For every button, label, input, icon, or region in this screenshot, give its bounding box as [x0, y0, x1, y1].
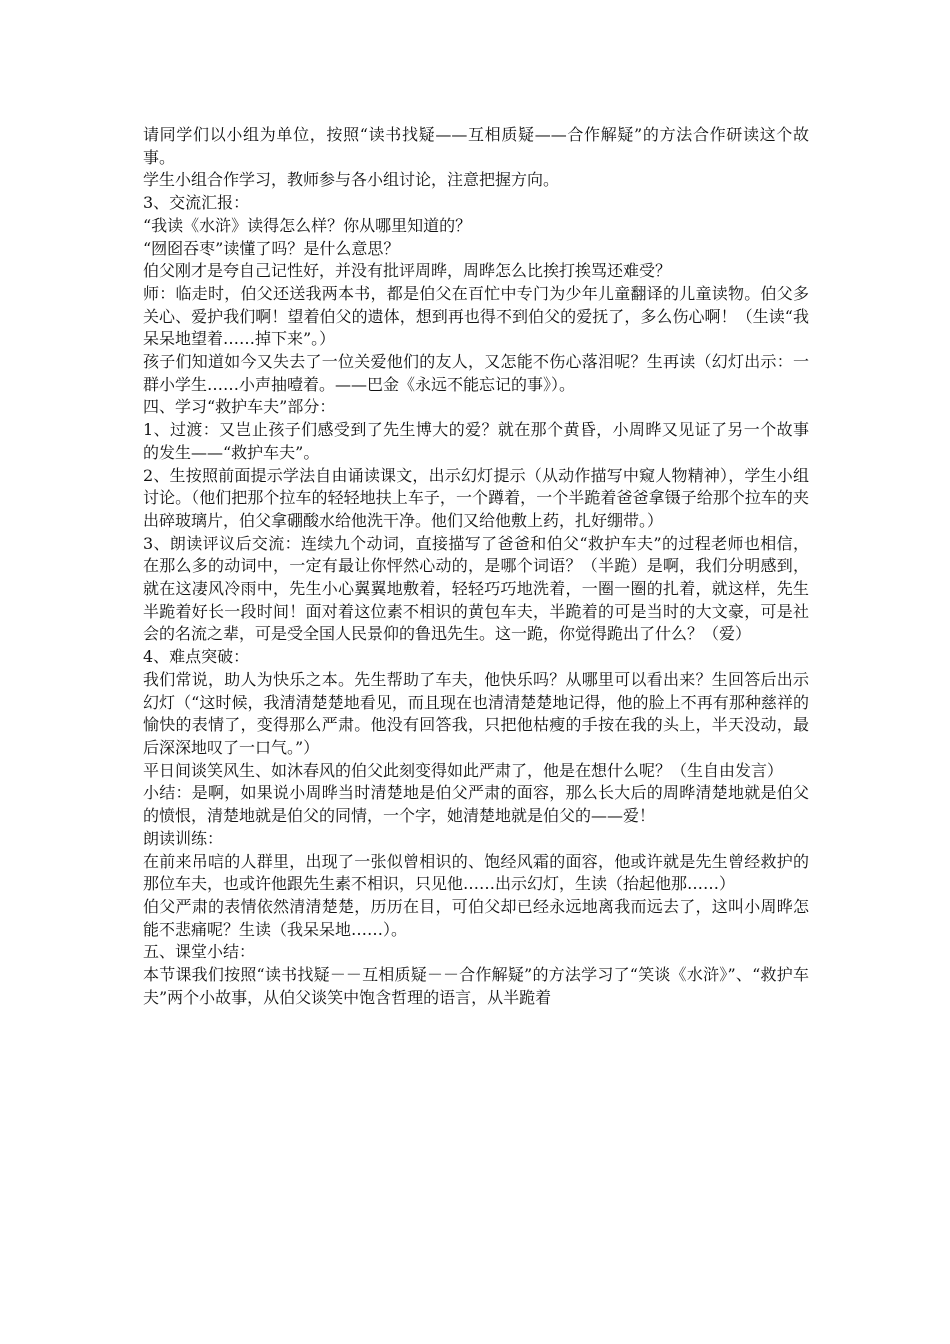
paragraph: 1、过渡：又岂止孩子们感受到了先生博大的爱？就在那个黄昏，小周晔又见证了另一个故事的发生——“救护车夫”。	[143, 420, 809, 462]
paragraph: 在前来吊唁的人群里，出现了一张似曾相识的、饱经风霜的面容，他或许就是先生曾经救护的那位车夫，也或许他跟先生素不相识，只见他……出示幻灯，生读（抬起他那……）	[143, 851, 809, 894]
paragraph: “我读《水浒》读得怎么样？你从哪里知道的？	[143, 215, 472, 235]
section-heading: 朗读训练：	[143, 828, 224, 848]
paragraph: 伯父严肃的表情依然清清楚楚，历历在目，可伯父却已经永远地离我而远去了，这叫小周晔怎能不悲痛呢？生读（我呆呆地……）。	[143, 896, 809, 939]
paragraph: 3、朗读评议后交流：连续九个动词，直接描写了爸爸和伯父“救护车夫”的过程老师也相信，在那么多的动词中，一定有最让你怦然心动的，是哪个词语？（半跪）是啊，我们分明感到，就在这凄风冷雨中，先生小心翼翼地敷着，轻轻巧巧地洗着，一圈一圈的扎着，就这样，先生半跪着好长一段时间！面对着这位素不相识的黄包车夫，半跪着的可是当时的大文豪，可是社会的名流之辈，可是受全国人民景仰的鲁迅先生。这一跪，你觉得跪出了什么？（爱）	[143, 533, 809, 644]
paragraph: 请同学们以小组为单位，按照“读书找疑——互相质疑——合作解疑”的方法合作研读这个故事。	[143, 125, 809, 167]
paragraph: 平日间谈笑风生、如沐春风的伯父此刻变得如此严肃了，他是在想什么呢？（生自由发言）	[143, 760, 784, 780]
section-heading: 四、学习“救护车夫”部分：	[143, 397, 336, 417]
section-heading: 4、难点突破：	[143, 647, 250, 667]
document-body	[143, 124, 809, 1009]
paragraph: 我们常说，助人为快乐之本。先生帮助了车夫，他快乐吗？从哪里可以看出来？生回答后出示幻灯（“这时候，我清清楚楚地看见，而且现在也清清楚楚地记得，他的脸上不再有那种慈祥的愉快的表情了，变得那么严肃。他没有回答我，只把他枯瘦的手按在我的头上，半天没动，最后深深地叹了一口气。”）	[143, 669, 809, 757]
paragraph: 学生小组合作学习，教师参与各小组讨论，注意把握方向。	[143, 170, 560, 190]
paragraph: “囫囵吞枣”读懂了吗？是什么意思？	[143, 238, 400, 258]
section-heading: 五、课堂小结：	[143, 942, 256, 962]
paragraph: 本节课我们按照“读书找疑－－互相质疑－－合作解疑”的方法学习了“笑谈《水浒》”、“救护车夫”两个小故事，从伯父谈笑中饱含哲理的语言，从半跪着	[143, 965, 809, 1007]
paragraph: 师：临走时，伯父还送我两本书，都是伯父在百忙中专门为少年儿童翻译的儿童读物。伯父多关心、爱护我们啊！望着伯父的遗体，想到再也得不到伯父的爱抚了，多么伤心啊！（生读“我呆呆地望着……掉下来”。）	[143, 283, 809, 349]
paragraph: 孩子们知道如今又失去了一位关爱他们的友人，又怎能不伤心落泪呢？生再读（幻灯出示：一群小学生……小声抽噎着。——巴金《永远不能忘记的事》）。	[143, 352, 809, 394]
section-heading: 3、交流汇报：	[143, 193, 250, 213]
paragraph: 小结：是啊，如果说小周晔当时清楚地是伯父严肃的面容，那么长大后的周晔清楚地就是伯父的愤恨，清楚地就是伯父的同情，一个字，她清楚地就是伯父的——爱！	[143, 783, 809, 826]
paragraph: 伯父刚才是夸自己记性好，并没有批评周晔，周晔怎么比挨打挨骂还难受？	[143, 261, 672, 281]
paragraph: 2、生按照前面提示学法自由诵读课文，出示幻灯提示（从动作描写中窥人物精神），学生小组讨论。（他们把那个拉车的轻轻地扶上车子，一个蹲着，一个半跪着爸爸拿镊子给那个拉车的夹出碎玻璃片，伯父拿硼酸水给他洗干净。他们又给他敷上药，扎好绷带。）	[143, 465, 809, 530]
